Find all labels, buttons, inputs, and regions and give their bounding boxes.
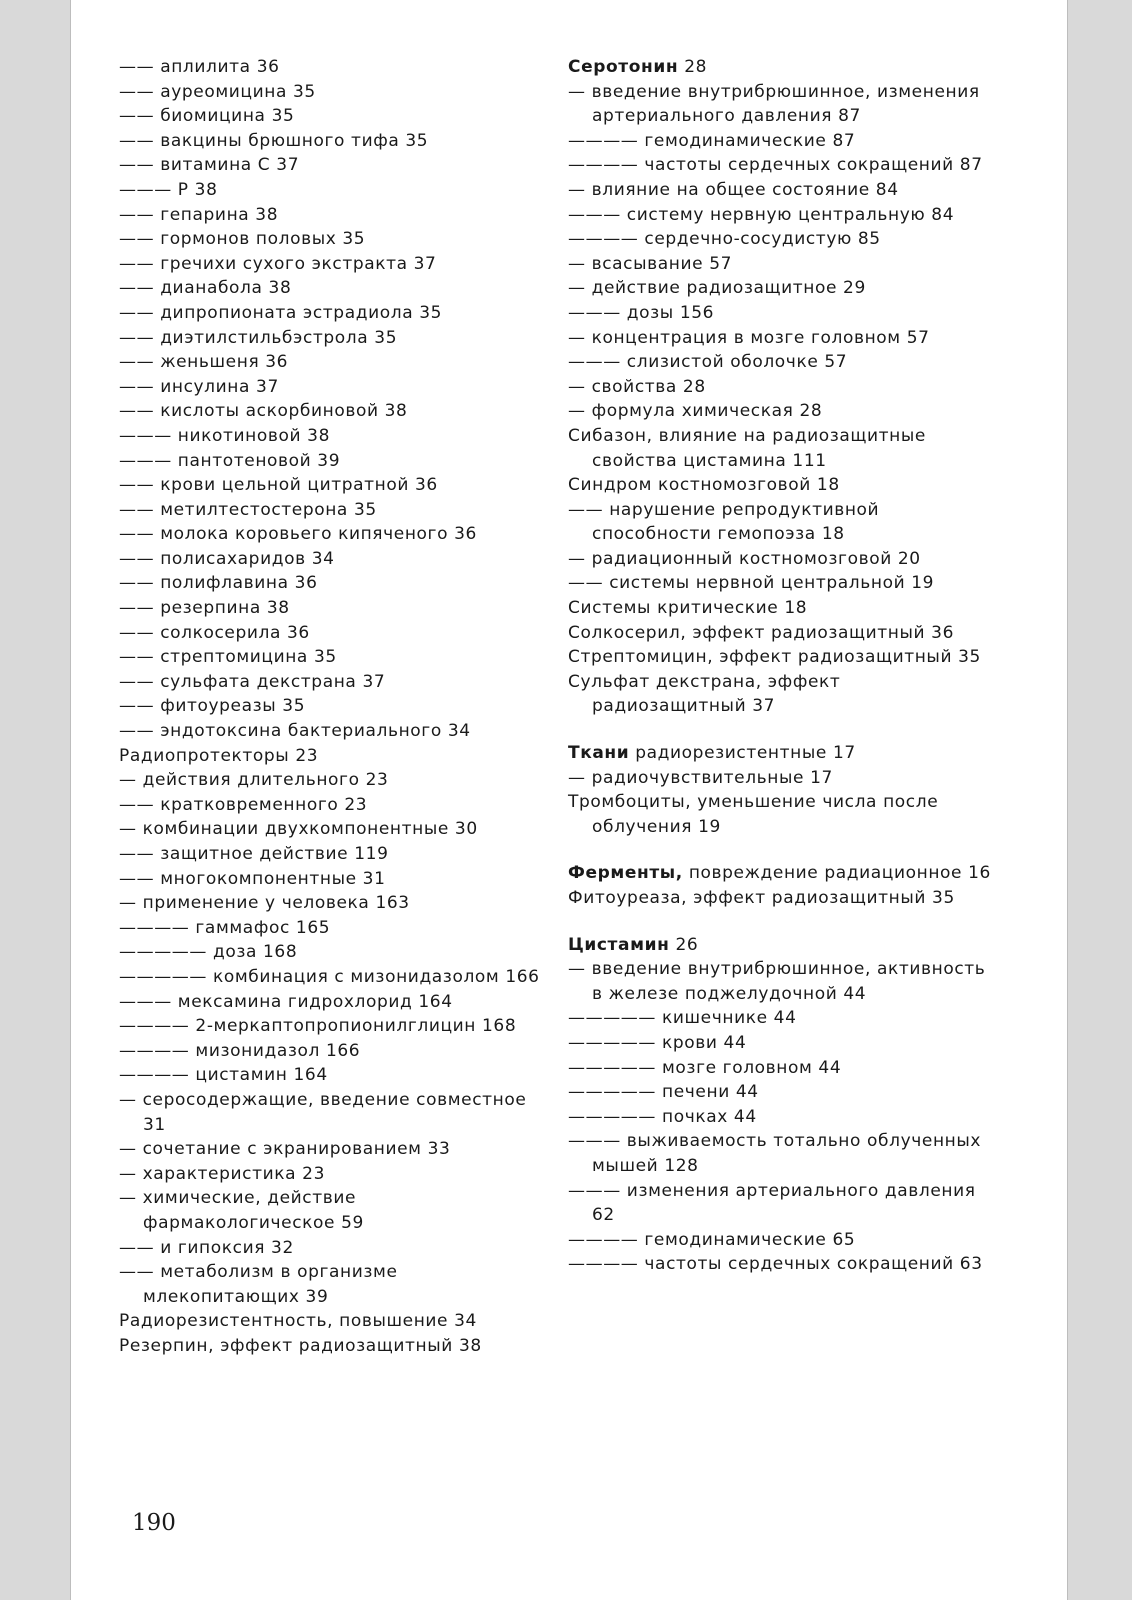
index-entry xyxy=(568,55,993,80)
index-heading: Цистамин xyxy=(568,934,670,955)
index-entry: ———— частоты сердечных сокращений 63 xyxy=(568,1254,983,1275)
index-entry: — сочетание с экранированием 33 xyxy=(119,1139,451,1160)
index-entry: —— многокомпонентные 31 xyxy=(119,868,386,889)
page-number: 190 xyxy=(132,1510,176,1536)
index-entry: —— дианабола 38 xyxy=(119,278,292,299)
index-entry: —— гречихи сухого экстракта 37 xyxy=(119,253,437,274)
index-entry: Системы критические 18 xyxy=(568,598,808,619)
index-entry: Солкосерил, эффект радиозащитный 36 xyxy=(568,622,955,643)
index-entry: —— витамина С 37 xyxy=(119,155,300,176)
index-entry: —— гормонов половых 35 xyxy=(119,229,366,250)
index-entry: Стрептомицин, эффект радиозащитный 35 xyxy=(568,647,981,668)
index-entry: —— кислоты аскорбиновой 38 xyxy=(119,401,408,422)
index-column-right xyxy=(568,55,993,1277)
index-entry: ———— мизонидазол 166 xyxy=(119,1040,361,1061)
index-entry: —— гепарина 38 xyxy=(119,204,279,225)
index-entry: ——— мексамина гидрохлорид 164 xyxy=(119,991,453,1012)
index-entry: ————— доза 168 xyxy=(119,942,298,963)
index-entry: —— вакцины брюшного тифа 35 xyxy=(119,130,429,151)
index-heading: Серотонин xyxy=(568,57,679,77)
index-entry: ————— комбинация с мизонидазолом 166 xyxy=(119,966,540,987)
index-entry: —— метилтестостерона 35 xyxy=(119,499,377,520)
index-entry: ———— сердечно-сосудистую 85 xyxy=(568,229,881,250)
index-entry: —— резерпина 38 xyxy=(119,598,290,619)
index-entry: ——— выживаемость тотально облученных мышей 128 xyxy=(568,1131,982,1176)
index-entry: —— метаболизм в организме млекопитающих 39 xyxy=(119,1262,398,1307)
index-entry: — влияние на общее состояние 84 xyxy=(568,179,899,200)
index-entry: — серосодержащие, введение совместное 31 xyxy=(119,1089,527,1135)
index-entry: — введение внутрибрюшинное, изменения артериального давления 87 xyxy=(568,81,980,127)
index-entry: ——— слизистой оболочке 57 xyxy=(568,352,848,373)
index-heading: Ткани xyxy=(568,743,630,764)
index-entry: —— фитоуреазы 35 xyxy=(119,696,306,717)
index-entry xyxy=(568,861,993,886)
index-entry: Радиорезистентность, повышение 34 xyxy=(119,1311,477,1332)
index-heading: Ферменты, xyxy=(568,863,683,884)
index-entry: —— сульфата декстрана 37 xyxy=(119,671,386,692)
index-entry: — комбинации двухкомпонентные 30 xyxy=(119,819,478,840)
index-entry: —— кратковременного 23 xyxy=(119,794,368,815)
index-entry-text: 28 xyxy=(678,57,708,77)
index-entry: Радиопротекторы 23 xyxy=(119,745,319,766)
index-entry: — введение внутрибрюшинное, активность в железе поджелудочной 44 xyxy=(568,959,986,1004)
index-entry: —— аплилита 36 xyxy=(119,57,280,77)
index-entry: ———— гаммафос 165 xyxy=(119,917,331,938)
index-entry: Сульфат декстрана, эффект радиозащитный 37 xyxy=(568,671,841,717)
index-entry: —— полисахаридов 34 xyxy=(119,548,335,569)
index-entry-text: 26 xyxy=(669,934,699,955)
index-entry: ——— изменения артериального давления 62 xyxy=(568,1180,976,1226)
index-entry: — свойства 28 xyxy=(568,376,706,397)
index-entry: Сибазон, влияние на радиозащитные свойства цистамина 111 xyxy=(568,425,926,471)
index-entry: —— крови цельной цитратной 36 xyxy=(119,475,438,496)
index-entry: ———— цистамин 164 xyxy=(119,1065,328,1086)
index-entry: —— эндотоксина бактериального 34 xyxy=(119,721,471,742)
index-entry: ————— кишечнике 44 xyxy=(568,1008,797,1029)
index-entry: — всасывание 57 xyxy=(568,253,733,274)
index-entry: —— системы нервной центральной 19 xyxy=(568,573,935,594)
index-entry: —— инсулина 37 xyxy=(119,376,279,397)
index-entry: —— ауреомицина 35 xyxy=(119,81,316,102)
index-column-left xyxy=(119,55,544,1358)
index-entry: Тромбоциты, уменьшение числа после облучения 19 xyxy=(568,792,939,837)
index-entry xyxy=(568,741,993,766)
index-entry: —— биомицина 35 xyxy=(119,106,295,127)
index-entry: — действия длительного 23 xyxy=(119,770,389,791)
index-entry: ———— гемодинамические 87 xyxy=(568,130,856,151)
index-entry: ——— дозы 156 xyxy=(568,302,715,323)
index-entry: — действие радиозащитное 29 xyxy=(568,278,866,299)
index-entry: ———— 2-меркаптопропионилглицин 168 xyxy=(119,1016,517,1037)
index-entry-text: повреждение радиационное 16 xyxy=(682,863,991,884)
index-entry: —— солкосерила 36 xyxy=(119,622,310,643)
index-entry: Фитоуреаза, эффект радиозащитный 35 xyxy=(568,888,955,908)
index-entry: ————— почках 44 xyxy=(568,1106,757,1127)
index-entry: ————— печени 44 xyxy=(568,1082,759,1103)
index-entry: —— защитное действие 119 xyxy=(119,844,389,864)
index-entry: —— диэтилстильбэстрола 35 xyxy=(119,327,398,348)
index-entry: — применение у человека 163 xyxy=(119,893,410,914)
index-entry: Резерпин, эффект радиозащитный 38 xyxy=(119,1335,482,1356)
index-entry: — формула химическая 28 xyxy=(568,401,823,422)
index-entry: —— стрептомицина 35 xyxy=(119,647,337,668)
index-entry xyxy=(568,933,993,958)
index-entry: ——— систему нервную центральную 84 xyxy=(568,204,955,225)
index-entry: —— дипропионата эстрадиола 35 xyxy=(119,302,443,323)
index-entry: — радиочувствительные 17 xyxy=(568,767,833,788)
index-entry: ——— никотиновой 38 xyxy=(119,425,331,446)
index-entry: — характеристика 23 xyxy=(119,1163,325,1184)
index-entry: —— женьшеня 36 xyxy=(119,352,289,373)
index-entry: — химические, действие фармакологическое 59 xyxy=(119,1188,364,1233)
index-entry: —— и гипоксия 32 xyxy=(119,1237,294,1258)
index-entry: ————— мозге головном 44 xyxy=(568,1057,842,1078)
index-entry: ———— гемодинамические 65 xyxy=(568,1229,856,1250)
index-entry: ————— крови 44 xyxy=(568,1032,747,1053)
index-entry: — концентрация в мозге головном 57 xyxy=(568,327,930,348)
index-entry: ——— Р 38 xyxy=(119,179,218,200)
index-entry: — радиационный костномозговой 20 xyxy=(568,548,921,569)
index-entry: ———— частоты сердечных сокращений 87 xyxy=(568,155,983,176)
index-page xyxy=(70,0,1068,1600)
index-entry: —— молока коровьего кипяченого 36 xyxy=(119,524,477,545)
index-entry: —— полифлавина 36 xyxy=(119,573,318,594)
index-entry: ——— пантотеновой 39 xyxy=(119,450,341,471)
index-entry: —— нарушение репродуктивной способности гемопоэза 18 xyxy=(568,499,880,545)
index-entry: Синдром костномозговой 18 xyxy=(568,475,840,496)
index-entry-text: радиорезистентные 17 xyxy=(629,743,856,764)
